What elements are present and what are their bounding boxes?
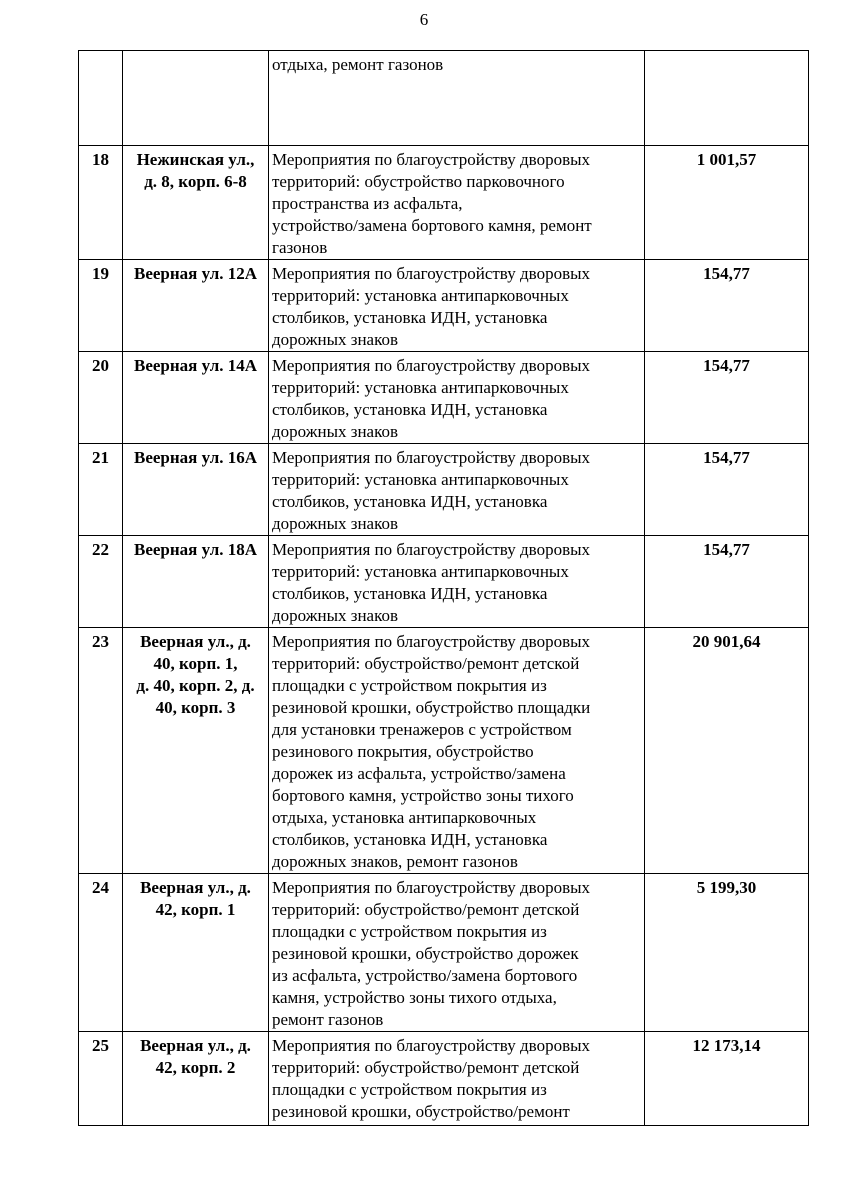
table-row — [79, 260, 809, 352]
description-line: резиновой крошки, обустройство дорожек — [272, 944, 579, 963]
description-line: столбиков, установка ИДН, установка — [272, 830, 548, 849]
description-line: столбиков, установка ИДН, установка — [272, 584, 548, 603]
address-line: Веерная ул., д. — [140, 878, 251, 897]
description-line: территорий: установка антипарковочных — [272, 378, 569, 397]
description-line: дорожных знаков — [272, 330, 399, 349]
row-number: 18 — [79, 146, 123, 260]
description-line: территорий: установка антипарковочных — [272, 470, 569, 489]
address-line: д. 40, корп. 2, д. — [136, 676, 255, 695]
row-number: 22 — [79, 536, 123, 628]
row-description — [269, 260, 645, 352]
table-row — [79, 51, 809, 146]
row-description — [269, 352, 645, 444]
address-line: д. 8, корп. 6-8 — [144, 172, 247, 191]
row-address — [123, 51, 269, 146]
description-line: для установки тренажеров с устройством — [272, 720, 572, 739]
description-line: резиновой крошки, обустройство площадки — [272, 698, 591, 717]
description-line: дорожных знаков — [272, 422, 399, 441]
description-line: площадки с устройством покрытия из — [272, 1080, 547, 1099]
address-line: 42, корп. 2 — [155, 1058, 236, 1077]
table-row — [79, 1032, 809, 1126]
row-address — [123, 628, 269, 874]
row-amount: 5 199,30 — [645, 874, 809, 1032]
description-line: отдыха, ремонт газонов — [272, 55, 444, 74]
address-line: Веерная ул. 12А — [133, 264, 258, 283]
row-amount: 154,77 — [645, 260, 809, 352]
description-line: территорий: обустройство/ремонт детской — [272, 900, 580, 919]
table-row — [79, 444, 809, 536]
description-line: столбиков, установка ИДН, установка — [272, 492, 548, 511]
description-line: площадки с устройством покрытия из — [272, 676, 547, 695]
row-description — [269, 51, 645, 146]
row-address — [123, 260, 269, 352]
address-line: Нежинская ул., — [136, 150, 255, 169]
description-line: территорий: обустройство парковочного — [272, 172, 565, 191]
address-line: Веерная ул. 18А — [133, 540, 258, 559]
row-amount: 154,77 — [645, 536, 809, 628]
description-line: резинового покрытия, обустройство — [272, 742, 534, 761]
row-address — [123, 874, 269, 1032]
description-line: пространства из асфальта, — [272, 194, 463, 213]
table-row — [79, 874, 809, 1032]
row-address — [123, 536, 269, 628]
description-line: отдыха, установка антипарковочных — [272, 808, 537, 827]
description-line: столбиков, установка ИДН, установка — [272, 308, 548, 327]
description-line: Мероприятия по благоустройству дворовых — [272, 632, 591, 651]
description-line: камня, устройство зоны тихого отдыха, — [272, 988, 557, 1007]
address-line: 40, корп. 1, — [153, 654, 238, 673]
address-line: 40, корп. 3 — [155, 698, 236, 717]
row-amount: 20 901,64 — [645, 628, 809, 874]
description-line: дорожных знаков, ремонт газонов — [272, 852, 518, 871]
row-number: 23 — [79, 628, 123, 874]
row-address — [123, 352, 269, 444]
row-description — [269, 444, 645, 536]
row-number: 20 — [79, 352, 123, 444]
address-line: 42, корп. 1 — [155, 900, 236, 919]
row-address — [123, 1032, 269, 1126]
description-line: Мероприятия по благоустройству дворовых — [272, 448, 591, 467]
row-amount: 154,77 — [645, 352, 809, 444]
description-line: Мероприятия по благоустройству дворовых — [272, 150, 591, 169]
description-line: площадки с устройством покрытия из — [272, 922, 547, 941]
row-number — [79, 51, 123, 146]
description-line: Мероприятия по благоустройству дворовых — [272, 356, 591, 375]
description-line: дорожных знаков — [272, 606, 399, 625]
row-number: 21 — [79, 444, 123, 536]
address-line: Веерная ул. 14А — [133, 356, 258, 375]
table-row — [79, 352, 809, 444]
measures-table — [78, 50, 809, 1126]
table-row — [79, 146, 809, 260]
description-line: бортового камня, устройство зоны тихого — [272, 786, 574, 805]
table-body — [79, 51, 809, 1126]
row-address — [123, 146, 269, 260]
description-line: Мероприятия по благоустройству дворовых — [272, 1036, 591, 1055]
description-line: из асфальта, устройство/замена бортового — [272, 966, 578, 985]
row-description — [269, 628, 645, 874]
row-amount: 154,77 — [645, 444, 809, 536]
description-line: газонов — [272, 238, 328, 257]
row-description — [269, 874, 645, 1032]
description-line: территорий: установка антипарковочных — [272, 562, 569, 581]
table-row — [79, 628, 809, 874]
description-line: дорожных знаков — [272, 514, 399, 533]
row-number: 19 — [79, 260, 123, 352]
description-line: резиновой крошки, обустройство/ремонт — [272, 1102, 570, 1121]
row-description — [269, 146, 645, 260]
address-line: Веерная ул. 16А — [133, 448, 258, 467]
description-line: ремонт газонов — [272, 1010, 384, 1029]
row-number: 24 — [79, 874, 123, 1032]
row-description — [269, 1032, 645, 1126]
row-number: 25 — [79, 1032, 123, 1126]
address-line: Веерная ул., д. — [140, 632, 251, 651]
description-line: устройство/замена бортового камня, ремонт — [272, 216, 592, 235]
description-line: Мероприятия по благоустройству дворовых — [272, 264, 591, 283]
description-line: территорий: обустройство/ремонт детской — [272, 1058, 580, 1077]
row-description — [269, 536, 645, 628]
row-address — [123, 444, 269, 536]
description-line: территорий: обустройство/ремонт детской — [272, 654, 580, 673]
row-amount: 1 001,57 — [645, 146, 809, 260]
description-line: территорий: установка антипарковочных — [272, 286, 569, 305]
row-amount — [645, 51, 809, 146]
description-line: Мероприятия по благоустройству дворовых — [272, 878, 591, 897]
description-line: столбиков, установка ИДН, установка — [272, 400, 548, 419]
description-line: Мероприятия по благоустройству дворовых — [272, 540, 591, 559]
row-amount: 12 173,14 — [645, 1032, 809, 1126]
table-row — [79, 536, 809, 628]
page-number: 6 — [419, 10, 429, 29]
address-line: Веерная ул., д. — [140, 1036, 251, 1055]
description-line: дорожек из асфальта, устройство/замена — [272, 764, 566, 783]
